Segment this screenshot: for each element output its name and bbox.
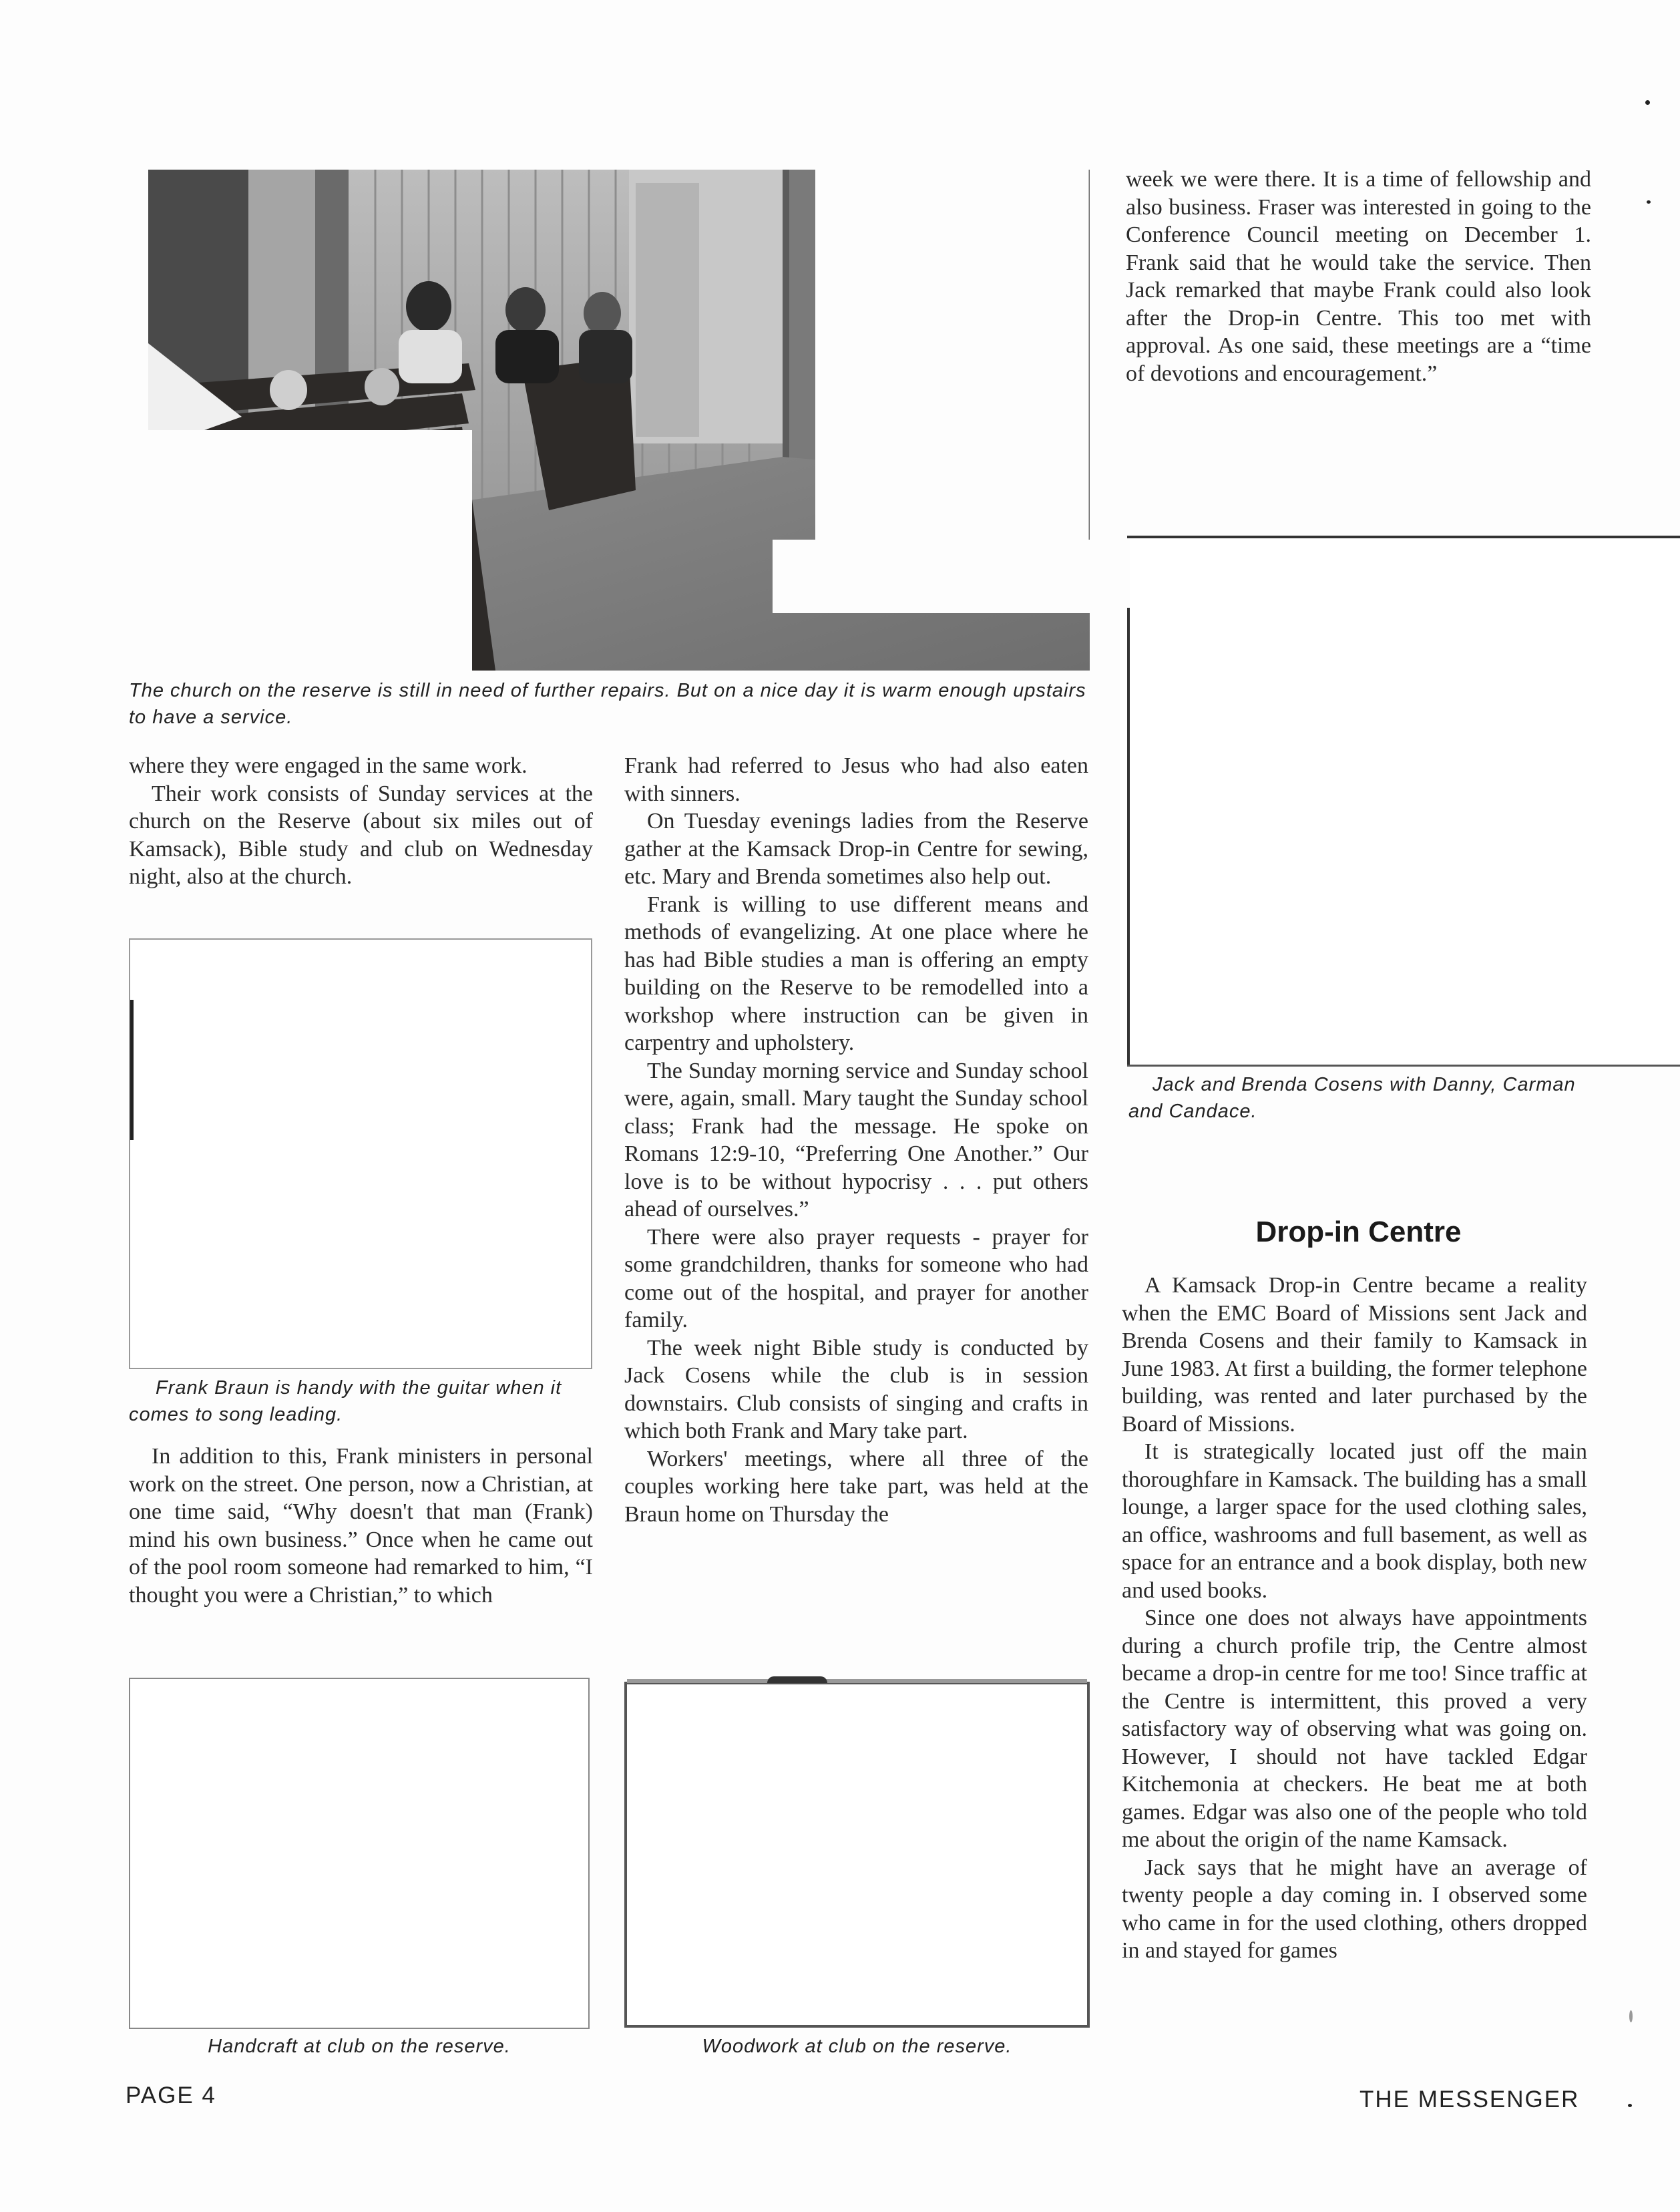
photo-edge: [627, 1679, 1087, 1683]
frank-braun-photo: [129, 938, 592, 1369]
scan-speck: [1629, 2010, 1633, 2022]
page-number: PAGE 4: [126, 2082, 216, 2108]
paragraph: Frank is willing to use different means and methods of evangelizing. At one place where he has had Bible studies a man is offering an empty building on the Reserve to be remodelled into a workshop where instruction can be given in carpentry and upholstery.: [624, 892, 1088, 1055]
scan-speck: [1645, 100, 1650, 105]
church-interior-image: [148, 170, 1090, 671]
column-1-bottom-text: [129, 1443, 593, 1609]
paragraph: The Sunday morning service and Sunday school were, again, small. Mary taught the Sunday school class; Frank had the message. He spoke on Romans 12:9-10, “Preferring One Another.” Our love is to be without hypocrisy . . . put others ahead of ourselves.”: [624, 1058, 1088, 1222]
column-2-text: [624, 752, 1088, 1528]
paragraph: where they were engaged in the same work.: [129, 753, 528, 778]
frank-braun-caption: Frank Braun is handy with the guitar when it comes to song leading.: [129, 1377, 562, 1425]
paragraph: Frank had referred to Jesus who had also eaten with sinners.: [624, 753, 1088, 806]
handcraft-photo: [129, 1678, 590, 2029]
church-photo-caption: The church on the reserve is still in need of further repairs. But on a nice day it is warm enough upstairs to have a service.: [129, 680, 1086, 728]
church-photo: [148, 170, 1090, 671]
photo-bottom-edge: [1127, 1065, 1680, 1067]
publication-name: THE MESSENGER: [1359, 2086, 1580, 2112]
drop-in-centre-heading: Drop-in Centre: [1255, 1216, 1462, 1248]
paragraph: There were also prayer requests - prayer for some grandchildren, thanks for someone who had come out of the hospital, and prayer for another family.: [624, 1224, 1088, 1332]
paragraph: A Kamsack Drop-in Centre became a reality when the EMC Board of Missions sent Jack and Brenda Cosens and their family to Kamsack in June 1983. At first a building, the former telephone building, was rented and later purchased by the Board of Missions.: [1122, 1273, 1587, 1437]
paragraph: Workers' meetings, where all three of the couples working here take part, was held at the Braun home on Thursday the: [624, 1446, 1088, 1527]
paragraph: Jack says that he might have an average of twenty people a day coming in. I observed some who came in for the used clothing, others dropped in and stayed for games: [1122, 1855, 1587, 1963]
handcraft-caption: Handcraft at club on the reserve.: [208, 2036, 511, 2057]
cosens-family-photo: [1130, 538, 1680, 1065]
paragraph: Since one does not always have appointments during a church profile trip, the Centre almost became a drop-in centre for me too! Since traffic at the Centre is intermittent, this proved a very satisfactory way of observing what was going on. However, I should not have tackled Edgar Kitchemonia at checkers. He beat me at both games. Edgar was also one of the people who told me about the origin of the name Kamsack.: [1122, 1606, 1587, 1852]
scan-speck: [1647, 200, 1651, 204]
photo-fragment: [767, 1676, 827, 1683]
paragraph: It is strategically located just off the main thoroughfare in Kamsack. The building has a small lounge, a larger space for the used clothing sales, an office, washrooms and full basement, as well as space for an entrance and a book display, both new and used books.: [1122, 1439, 1587, 1603]
scan-speck: [1628, 2104, 1632, 2107]
paragraph: The week night Bible study is conducted by Jack Cosens while the club is in session downstairs. Club consists of singing and crafts in which both Frank and Mary take part.: [624, 1335, 1088, 1443]
paragraph: Their work consists of Sunday services at the church on the Reserve (about six miles out of Kamsack), Bible study and club on Wednesday night, also at the church.: [129, 781, 593, 889]
paragraph: On Tuesday evenings ladies from the Reserve gather at the Kamsack Drop-in Centre for sewing, etc. Mary and Brenda sometimes also help out.: [624, 809, 1088, 889]
column-3-top-text: [1126, 166, 1591, 387]
cosens-caption: Jack and Brenda Cosens with Danny, Carman and Candace.: [1128, 1074, 1576, 1122]
photo-edge: [130, 1000, 134, 1140]
column-3-bottom-text: [1122, 1272, 1587, 1965]
woodwork-caption: Woodwork at club on the reserve.: [702, 2036, 1012, 2057]
paragraph: week we were there. It is a time of fellowship and also business. Fraser was interested in going to the Conference Council meeting on December 1. Frank said that he would take the service. Then Jack remarked that maybe Frank could also look after the Drop-in Centre. This too met with approval. As one said, these meetings are a “time of devotions and encouragement.”: [1126, 167, 1591, 386]
woodwork-photo: [624, 1682, 1090, 2028]
column-1-top-text: [129, 752, 593, 891]
paragraph: In addition to this, Frank ministers in personal work on the street. One person, now a Christian, at one time said, “Why doesn't that man (Frank) mind his own business.” Once when he came out of the pool room someone had remarked to him, “I thought you were a Christian,” to which: [129, 1444, 593, 1608]
